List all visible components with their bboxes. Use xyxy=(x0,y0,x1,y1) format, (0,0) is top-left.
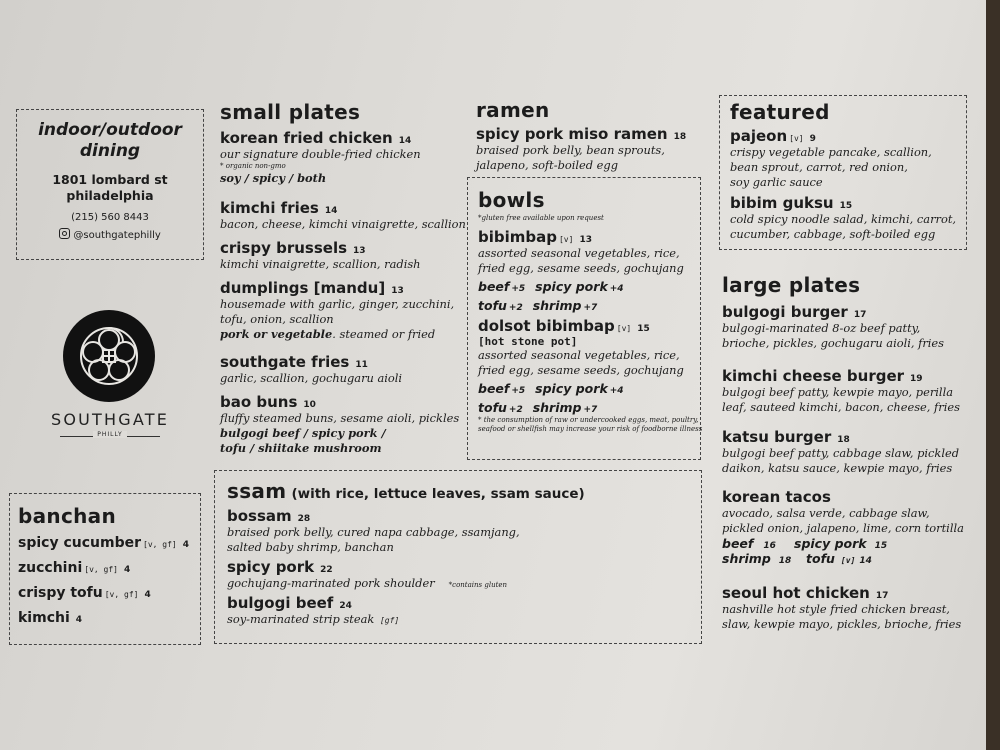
list-item: zucchini [v, gf] 4 xyxy=(18,560,131,576)
menu-item: bulgogi burger 17 bulgogi-marinated 8-oz beef patty, brioche, pickles, gochugaru aioli, fries xyxy=(722,303,945,350)
menu-item: bibimbap [v] 13 assorted seasonal vegetables, rice, fried egg, sesame seeds, gochujang beef +5 spicy pork +4 tofu +2 shrimp +7 xyxy=(478,228,684,313)
menu-item: katsu burger 18 bulgogi beef patty, cabbage slaw, pickled daikon, katsu sauce, kewpie mayo, fries xyxy=(722,428,959,475)
menu-item: spicy pork 22 gochujang-marinated pork shoulder *contains gluten xyxy=(227,558,508,590)
ramen-title: ramen xyxy=(476,98,550,122)
list-item: spicy cucumber [v, gf] 4 xyxy=(18,535,189,551)
menu-item: korean tacos avocado, salsa verde, cabbage slaw, pickled onion, jalapeno, lime, corn tortilla beef 16 spicy pork 15 shrimp 18 tofu [v] 14 xyxy=(722,488,964,566)
banchan-box xyxy=(9,493,201,645)
banchan-title: banchan xyxy=(18,504,116,528)
menu-item: korean fried chicken 14 our signature double-fried chicken * organic non-gmo soy / spicy / both xyxy=(220,129,421,185)
list-item: crispy tofu [v, gf] 4 xyxy=(18,585,151,601)
large-plates-title: large plates xyxy=(722,273,861,297)
ssam-box xyxy=(214,470,702,644)
menu-item: bulgogi beef 24 soy-marinated strip steak [gf] xyxy=(227,594,400,626)
ssam-subtitle: (with rice, lettuce leaves, ssam sauce) xyxy=(291,486,585,502)
info-box xyxy=(16,109,204,260)
ssam-title: ssam xyxy=(227,479,287,503)
menu-item: dumplings [mandu] 13 housemade with garlic, ginger, zucchini, tofu, onion, scallion pork or vegetable. steamed or fried xyxy=(220,279,455,341)
menu-item: pajeon [v] 9 crispy vegetable pancake, scallion, bean sprout, carrot, red onion, soy garlic sauce xyxy=(730,127,932,189)
menu-item: bossam 28 braised pork belly, cured napa cabbage, ssamjang, salted baby shrimp, banchan xyxy=(227,507,520,554)
bowls-box: bowls *gluten free available upon request bibimbap [v] 13 assorted seasonal vegetables, rice, fried egg, sesame seeds, gochujang beef +5 spicy pork +4 tofu +2 shrimp +7 dolsot bibimbap [v] 15 [hot stone pot] assorted seasonal vegetables, rice, fried egg, sesame seeds, gochujang beef +5 spicy pork +4 tofu +2 shrimp +7 * the consumption of raw or undercooked eggs, meat, poultry, seafood or shellfish may increase your risk of foodborne illness xyxy=(467,177,701,460)
phone-number: (215) 560 8443 xyxy=(71,212,149,223)
table-edge xyxy=(986,0,1000,750)
menu-item: kimchi cheese burger 19 bulgogi beef patty, kewpie mayo, perilla leaf, sauteed kimchi, bacon, cheese, fries xyxy=(722,367,960,414)
instagram-icon xyxy=(59,228,70,239)
featured-title: featured xyxy=(730,100,830,124)
logo-name: SOUTHGATE xyxy=(50,410,170,429)
menu-item: southgate fries 11 garlic, scallion, gochugaru aioli xyxy=(220,353,403,385)
large-plates-section xyxy=(722,273,984,631)
dining-title xyxy=(17,120,203,162)
menu-item: bibim guksu 15 cold spicy noodle salad, kimchi, carrot, cucumber, cabbage, soft-boiled egg xyxy=(730,194,957,241)
bowls-note: *gluten free available upon request xyxy=(478,214,604,222)
instagram-handle: @southgatephilly xyxy=(17,228,203,244)
menu-item: kimchi fries 14 bacon, cheese, kimchi vinaigrette, scallion xyxy=(220,199,466,231)
logo xyxy=(40,310,180,450)
address-line1: 1801 lombard st xyxy=(52,172,168,187)
featured-box xyxy=(719,95,967,250)
small-plates-section xyxy=(220,100,466,455)
dining-title-line2: dining xyxy=(79,141,141,161)
menu-item: bao buns 10 fluffy steamed buns, sesame aioli, pickles bulgogi beef / spicy pork / tofu / shiitake mushroom xyxy=(220,393,460,455)
health-warning: * the consumption of raw or undercooked eggs, meat, poultry, xyxy=(478,416,699,424)
menu-item: crispy brussels 13 kimchi vinaigrette, scallion, radish xyxy=(220,239,421,271)
menu-item: seoul hot chicken 17 nashville hot style fried chicken breast, slaw, kewpie mayo, pickles, brioche, fries xyxy=(722,584,962,631)
dining-title-line1: indoor/outdoor xyxy=(38,120,182,140)
ramen-section: ramen spicy pork miso ramen 18 braised pork belly, bean sprouts, jalapeno, soft-boiled egg xyxy=(476,98,716,173)
list-item: kimchi 4 xyxy=(18,610,83,626)
small-plates-title: small plates xyxy=(220,100,361,124)
logo-sub: PHILLY xyxy=(93,431,126,438)
bowls-title: bowls xyxy=(478,188,545,212)
menu-item: dolsot bibimbap [v] 15 [hot stone pot] assorted seasonal vegetables, rice, fried egg, sesame seeds, gochujang beef +5 spicy pork +4 tofu +2 shrimp +7 xyxy=(478,317,684,415)
address-line2: philadelphia xyxy=(66,188,154,203)
logo-emblem xyxy=(40,310,180,450)
